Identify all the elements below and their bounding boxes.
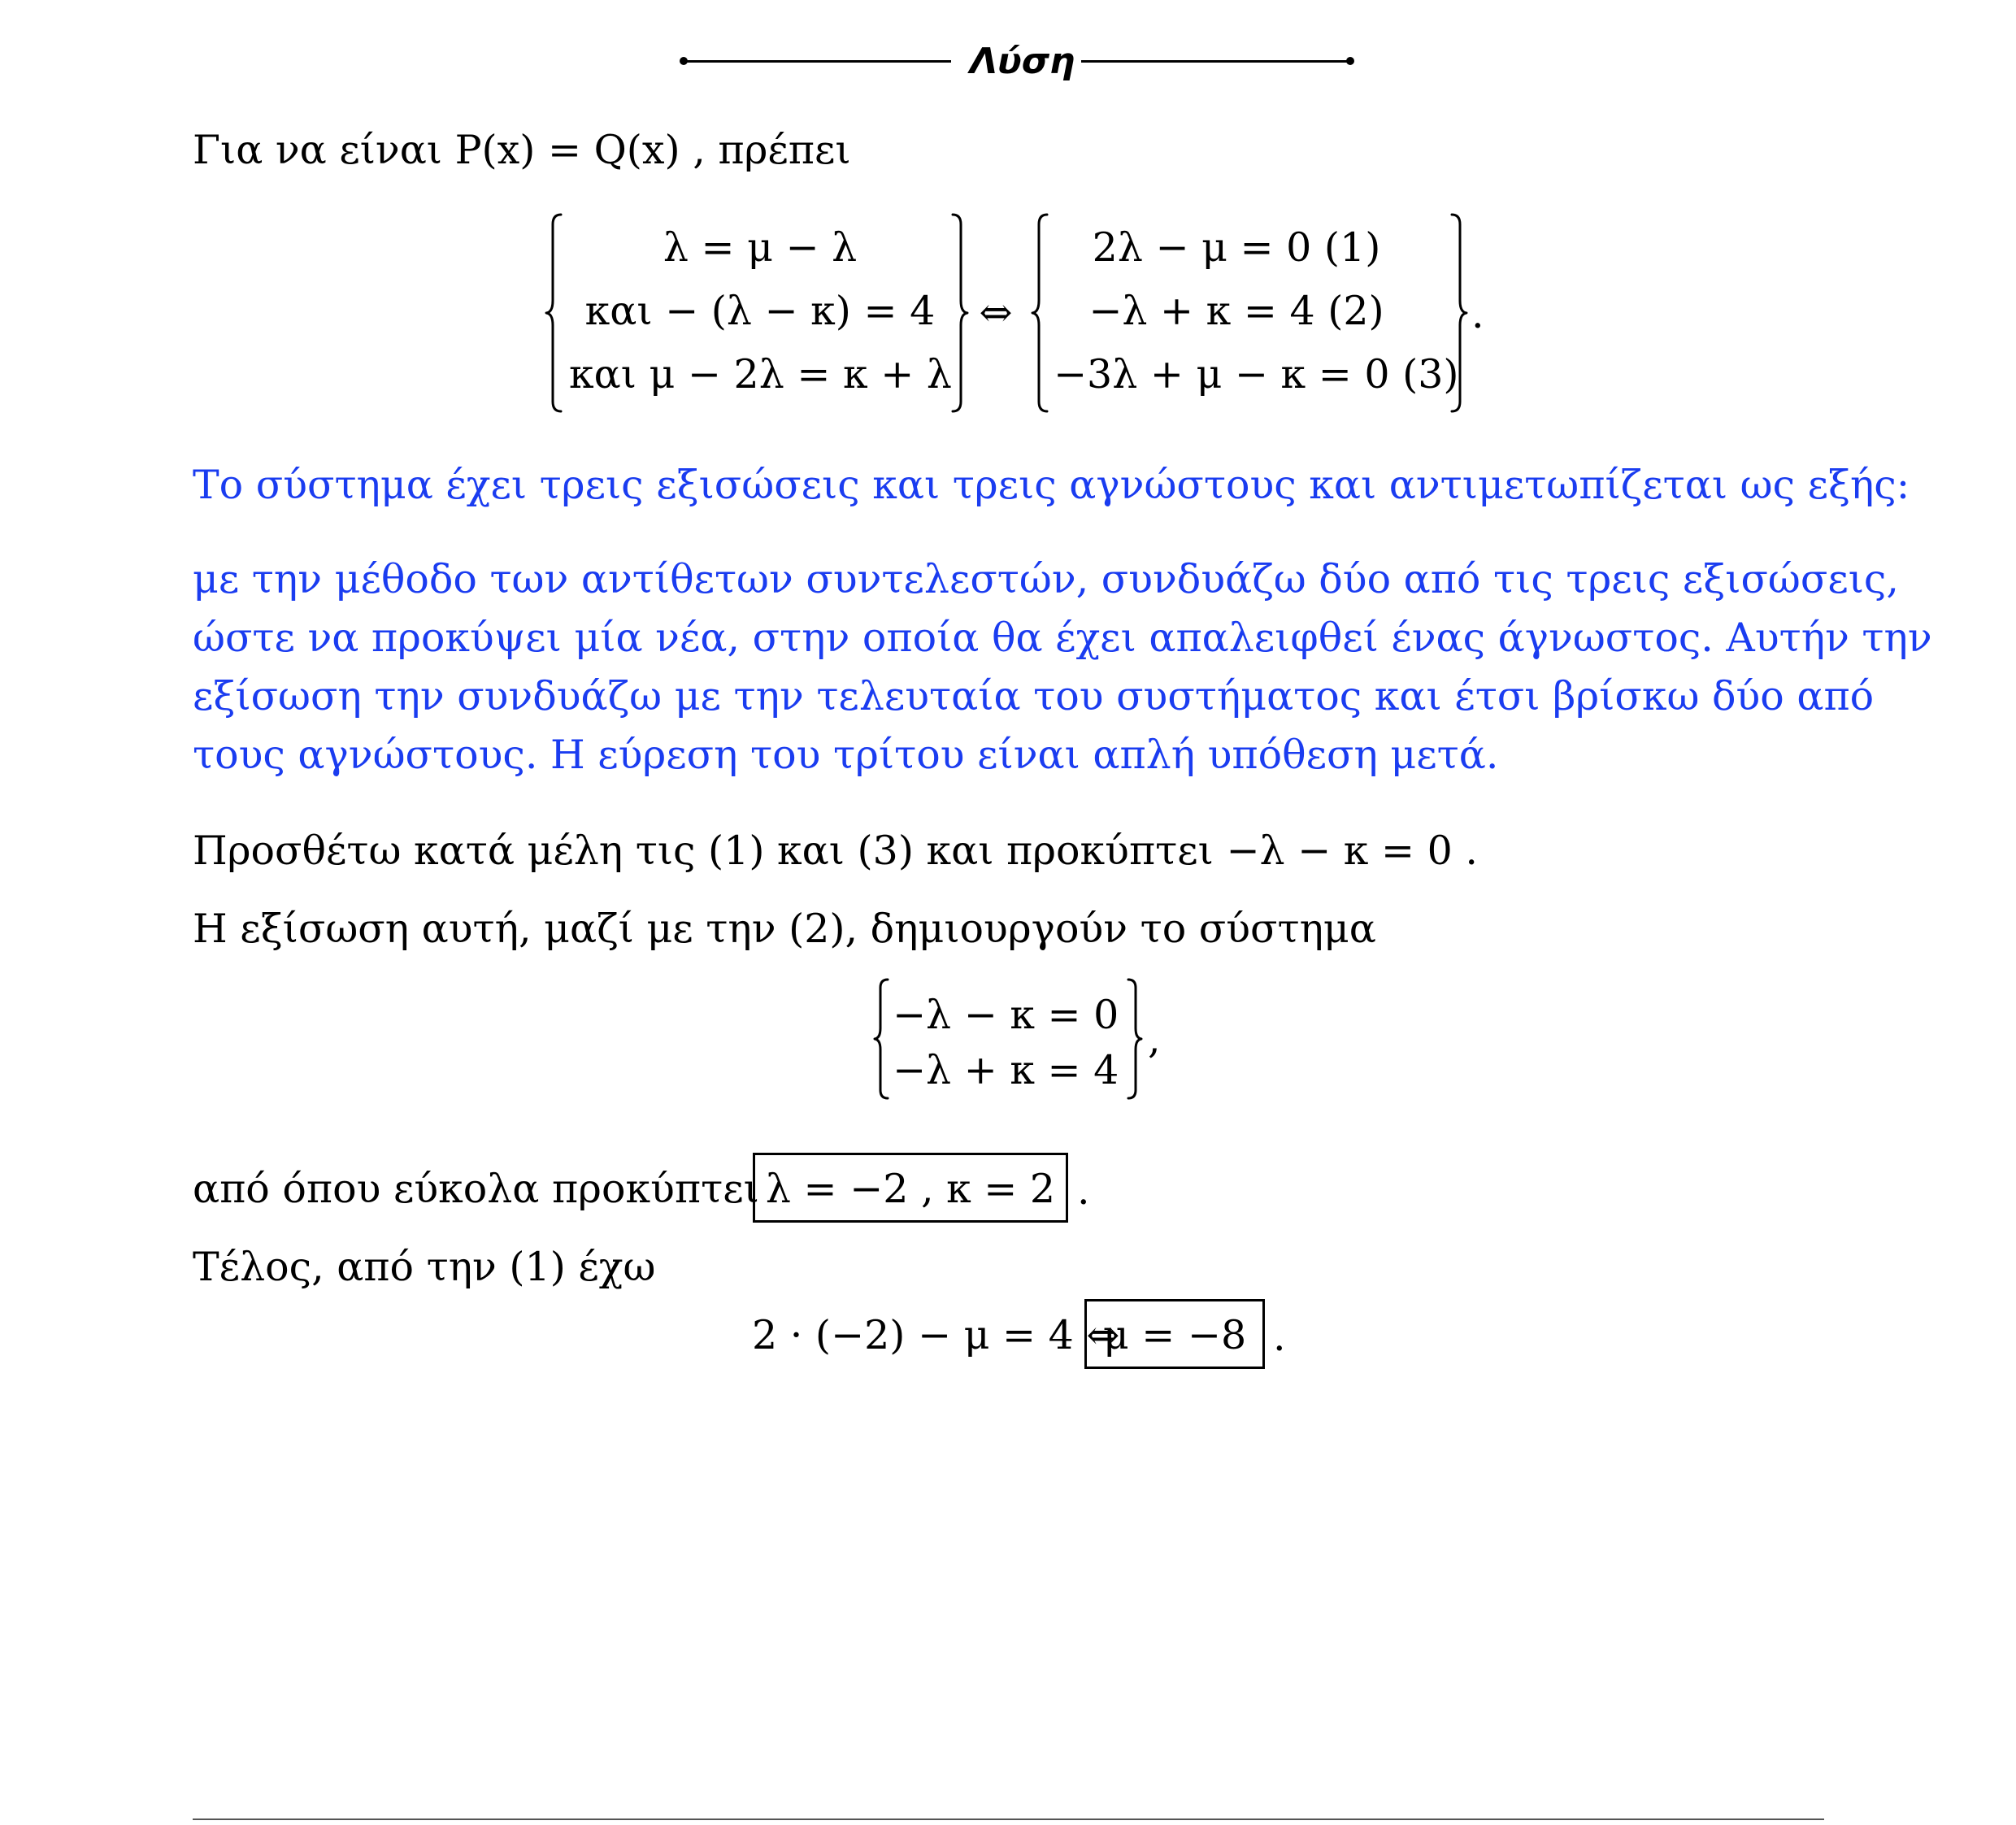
method-line-1: με την μέθοδο των αντίθετων συντελεστών, συνδυάζω δύο από τις τρεις εξισώσεις, [193,556,1899,602]
system1-right-row-3: −3λ + μ − κ = 0 (3) [1054,351,1459,398]
method-line-4: τους αγνώστους. Η εύρεση του τρίτου είναι απλή υπόθεση μετά. [193,732,1499,778]
system2-brace-close [1125,978,1143,1100]
finally-sentence: Τέλος, από την (1) έχω [193,1244,656,1290]
solution-title: Λύση [970,41,1075,82]
system1-right-row-2: −λ + κ = 4 (2) [1088,288,1384,334]
footer-rule [193,1818,1824,1820]
method-line-3: εξίσωση την συνδυάζω με την τελευταία του συστήματος και έτσι βρίσκω δύο από [193,673,1875,719]
result-lambda-kappa: λ = −2 , κ = 2 [765,1166,1056,1212]
system1-left-brace-close [949,213,969,413]
system2-row-1: −λ − κ = 0 [893,992,1119,1038]
header-left-rule [684,60,951,63]
result-end-period: . [1077,1167,1090,1214]
system1-right-brace-open [1031,213,1050,413]
final-end-period: . [1273,1314,1286,1360]
system1-end-period: . [1471,291,1484,337]
system2-end-comma: , [1148,1016,1161,1062]
system1-right-brace-close [1449,213,1468,413]
system1-equivalence-arrow: ⇔ [979,289,1013,336]
new-system-sentence: Η εξίσωση αυτή, μαζί με την (2), δημιουργούν το σύστημα [193,906,1376,952]
final-equation-lhs: 2 · (−2) − μ = 4 ⇔ [752,1312,1120,1358]
system2-row-2: −λ + κ = 4 [893,1047,1119,1093]
header-right-dot [1346,57,1354,65]
intro-sentence: Για να είναι P(x) = Q(x) , πρέπει [193,127,851,173]
system1-left-row-2: και − (λ − κ) = 4 [584,288,936,334]
final-mu-value: μ = −8 [1102,1312,1247,1358]
system1-left-row-3: και μ − 2λ = κ + λ [569,351,952,398]
system2-brace-open [873,978,891,1100]
system1-left-brace-open [545,213,564,413]
result-prefix: από όπου εύκολα προκύπτει [193,1166,759,1212]
method-intro-line: Το σύστημα έχει τρεις εξισώσεις και τρεις αγνώστους και αντιμετωπίζεται ως εξής: [193,462,1910,508]
system1-left-row-1: λ = μ − λ [663,224,858,271]
add-equations-sentence: Προσθέτω κατά μέλη τις (1) και (3) και προκύπτει −λ − κ = 0 . [193,828,1478,874]
method-line-2: ώστε να προκύψει μία νέα, στην οποία θα έχει απαλειφθεί ένας άγνωστος. Αυτήν την [193,615,1932,661]
header-right-rule [1081,60,1349,63]
system1-right-row-1: 2λ − μ = 0 (1) [1092,224,1381,271]
